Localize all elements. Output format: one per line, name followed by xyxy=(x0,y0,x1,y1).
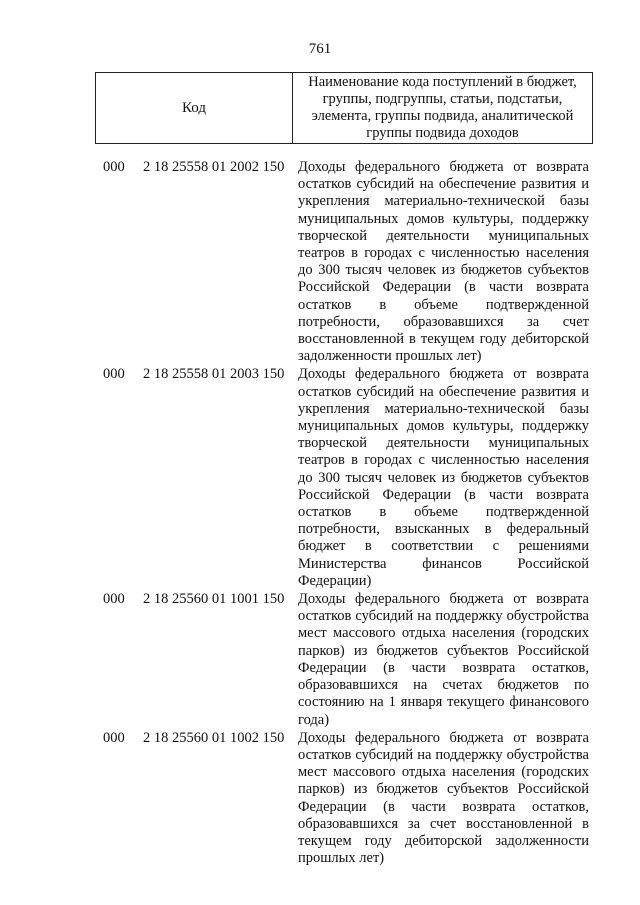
table-row xyxy=(0,591,640,729)
income-code: 2 18 25560 01 1002 150 xyxy=(143,729,285,746)
income-codes-list xyxy=(0,159,640,868)
admin-code: 000 xyxy=(103,591,125,608)
table-row xyxy=(0,159,640,365)
table-row xyxy=(0,366,640,590)
income-description: Доходы федерального бюджета от возврата остатков субсидий на обеспечение развития и укрепления материально-технической базы муниципальных домов культуры, поддержку творческой деятельности муниципальных театров в городах с численностью населения до 300 тысяч человек из бюджетов субъектов Российской Федерации (в части возврата остатков в объеме подтвержденной потребности, образовавшихся за счет восстановленной в текущем году дебиторской задолженности прошлых лет) xyxy=(298,159,589,365)
header-code-cell: Код xyxy=(96,73,293,143)
admin-code: 000 xyxy=(103,366,125,383)
admin-code: 000 xyxy=(103,729,125,746)
income-description: Доходы федерального бюджета от возврата остатков субсидий на поддержку обустройства мест массового отдыха населения (городских парков) из бюджетов субъектов Российской Федерации (в части возврата остатков, образовавшихся на счетах бюджетов по состоянию на 1 января текущего финансового года) xyxy=(298,591,589,728)
income-description: Доходы федерального бюджета от возврата остатков субсидий на поддержку обустройства мест массового отдыха населения (городских парков) из бюджетов субъектов Российской Федерации (в части возврата остатков, образовавшихся за счет восстановленной в текущем году дебиторской задолженности прошлых лет) xyxy=(298,729,589,867)
table-row xyxy=(0,730,640,868)
income-code: 2 18 25558 01 2002 150 xyxy=(143,159,285,175)
income-code: 2 18 25558 01 2003 150 xyxy=(143,366,285,383)
page-number: 761 xyxy=(308,41,332,57)
table-header xyxy=(95,72,593,144)
header-name-cell: Наименование кода поступлений в бюджет, группы, подгруппы, статьи, подстатьи, элемента, группы подвида, аналитической группы подвида доходов xyxy=(308,74,577,141)
admin-code: 000 xyxy=(103,159,125,175)
income-code: 2 18 25560 01 1001 150 xyxy=(143,591,285,608)
income-description: Доходы федерального бюджета от возврата остатков субсидий на обеспечение развития и укрепления материально-технической базы муниципальных домов культуры, поддержку творческой деятельности муниципальных театров в городах с численностью населения до 300 тысяч человек из бюджетов субъектов Российской Федерации (в части возврата остатков в объеме подтвержденной потребности, взысканных в федеральный бюджет в соответствии с решениями Министерства финансов Российской Федерации) xyxy=(298,366,589,589)
